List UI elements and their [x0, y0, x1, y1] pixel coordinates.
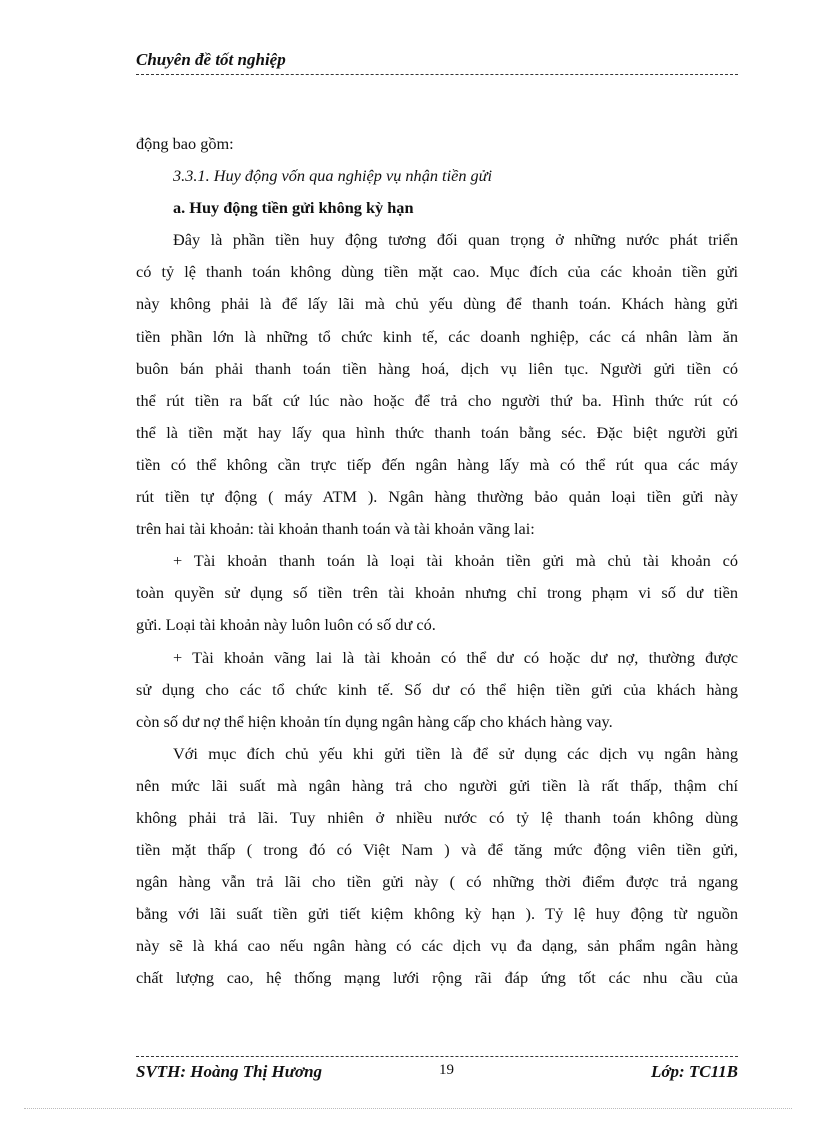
paragraph-line: không phải trả lãi. Tuy nhiên ở nhiều nước có tỷ lệ thanh toán không dùng: [136, 807, 738, 827]
paragraph-line: rút tiền tự động ( máy ATM ). Ngân hàng thường bảo quản loại tiền gửi này: [136, 487, 738, 507]
footer-class: Lớp: TC11B: [650, 1062, 738, 1081]
footer-divider: [136, 1056, 738, 1057]
paragraph-line: tiền có thể không cần trực tiếp đến ngân hàng lấy mà có thể rút qua các máy: [136, 454, 738, 474]
paragraph-line: ngân hàng vẫn trả lãi cho tiền gửi này ( có những thời điểm được trả ngang: [136, 872, 738, 892]
page-number: 19: [439, 1062, 454, 1078]
header-title: Chuyên đề tốt nghiệp: [136, 50, 286, 69]
paragraph-line: tiền phần lớn là những tổ chức kinh tế, các doanh nghiệp, các cá nhân làm ăn: [136, 326, 738, 346]
paragraph-line: + Tài khoản vãng lai là tài khoản có thể dư có hoặc dư nợ, thường được: [173, 647, 738, 667]
paragraph-line: chất lượng cao, hệ thống mạng lưới rộng rãi đáp ứng tốt các nhu cầu của: [136, 968, 738, 988]
document-body: [136, 128, 738, 995]
paragraph-line: còn số dư nợ thể hiện khoản tín dụng ngân hàng cấp cho khách hàng vay.: [136, 711, 613, 731]
paragraph-line: + Tài khoản thanh toán là loại tài khoản tiền gửi mà chủ tài khoản có: [173, 551, 738, 571]
page-footer: [136, 1062, 738, 1086]
page-bottom-border: [24, 1108, 792, 1109]
paragraph-line: sử dụng cho các tổ chức kinh tế. Số dư có thể hiện tiền gửi của khách hàng: [136, 679, 738, 699]
paragraph-line: thể rút tiền ra bất cứ lúc nào hoặc để trả cho người thứ ba. Hình thức rút có: [136, 390, 738, 410]
paragraph-line: bằng với lãi suất tiền gửi tiết kiệm không kỳ hạn ). Tỷ lệ huy động từ nguồn: [136, 904, 738, 924]
paragraph-line: thể là tiền mặt hay lấy qua hình thức thanh toán bằng séc. Đặc biệt người gửi: [136, 422, 738, 442]
paragraph-line: toàn quyền sử dụng số tiền trên tài khoản nhưng chỉ trong phạm vi số dư tiền: [136, 583, 738, 603]
paragraph-line: tiền mặt thấp ( trong đó có Việt Nam ) và để tăng mức động viên tiền gửi,: [136, 840, 738, 860]
paragraph-line: nên mức lãi suất mà ngân hàng trả cho người gửi tiền là rất thấp, thậm chí: [136, 775, 738, 795]
paragraph-line: này không phải là để lấy lãi mà chủ yếu dùng để thanh toán. Khách hàng gửi: [136, 294, 738, 314]
paragraph-line: buôn bán phải thanh toán tiền hàng hoá, dịch vụ liên tục. Người gửi tiền có: [136, 358, 738, 378]
paragraph-line: này sẽ là khá cao nếu ngân hàng có các dịch vụ đa dạng, sản phẩm ngân hàng: [136, 936, 738, 956]
footer-author: SVTH: Hoàng Thị Hương: [136, 1062, 323, 1081]
section-heading: a. Huy động tiền gửi không kỳ hạn: [173, 198, 414, 218]
paragraph-line: trên hai tài khoản: tài khoản thanh toán và tài khoản vãng lai:: [136, 519, 535, 539]
subsection-heading: 3.3.1. Huy động vốn qua nghiệp vụ nhận tiền gửi: [173, 166, 493, 186]
paragraph-line: gửi. Loại tài khoản này luôn luôn có số dư có.: [136, 615, 436, 635]
paragraph-line: có tỷ lệ thanh toán không dùng tiền mặt cao. Mục đích của các khoản tiền gửi: [136, 262, 738, 282]
page-header: [136, 50, 738, 75]
paragraph-line: Đây là phần tiền huy động tương đối quan trọng ở những nước phát triển: [173, 230, 738, 250]
paragraph-line: động bao gồm:: [136, 134, 234, 153]
paragraph-line: Với mục đích chủ yếu khi gửi tiền là để sử dụng các dịch vụ ngân hàng: [173, 743, 738, 763]
